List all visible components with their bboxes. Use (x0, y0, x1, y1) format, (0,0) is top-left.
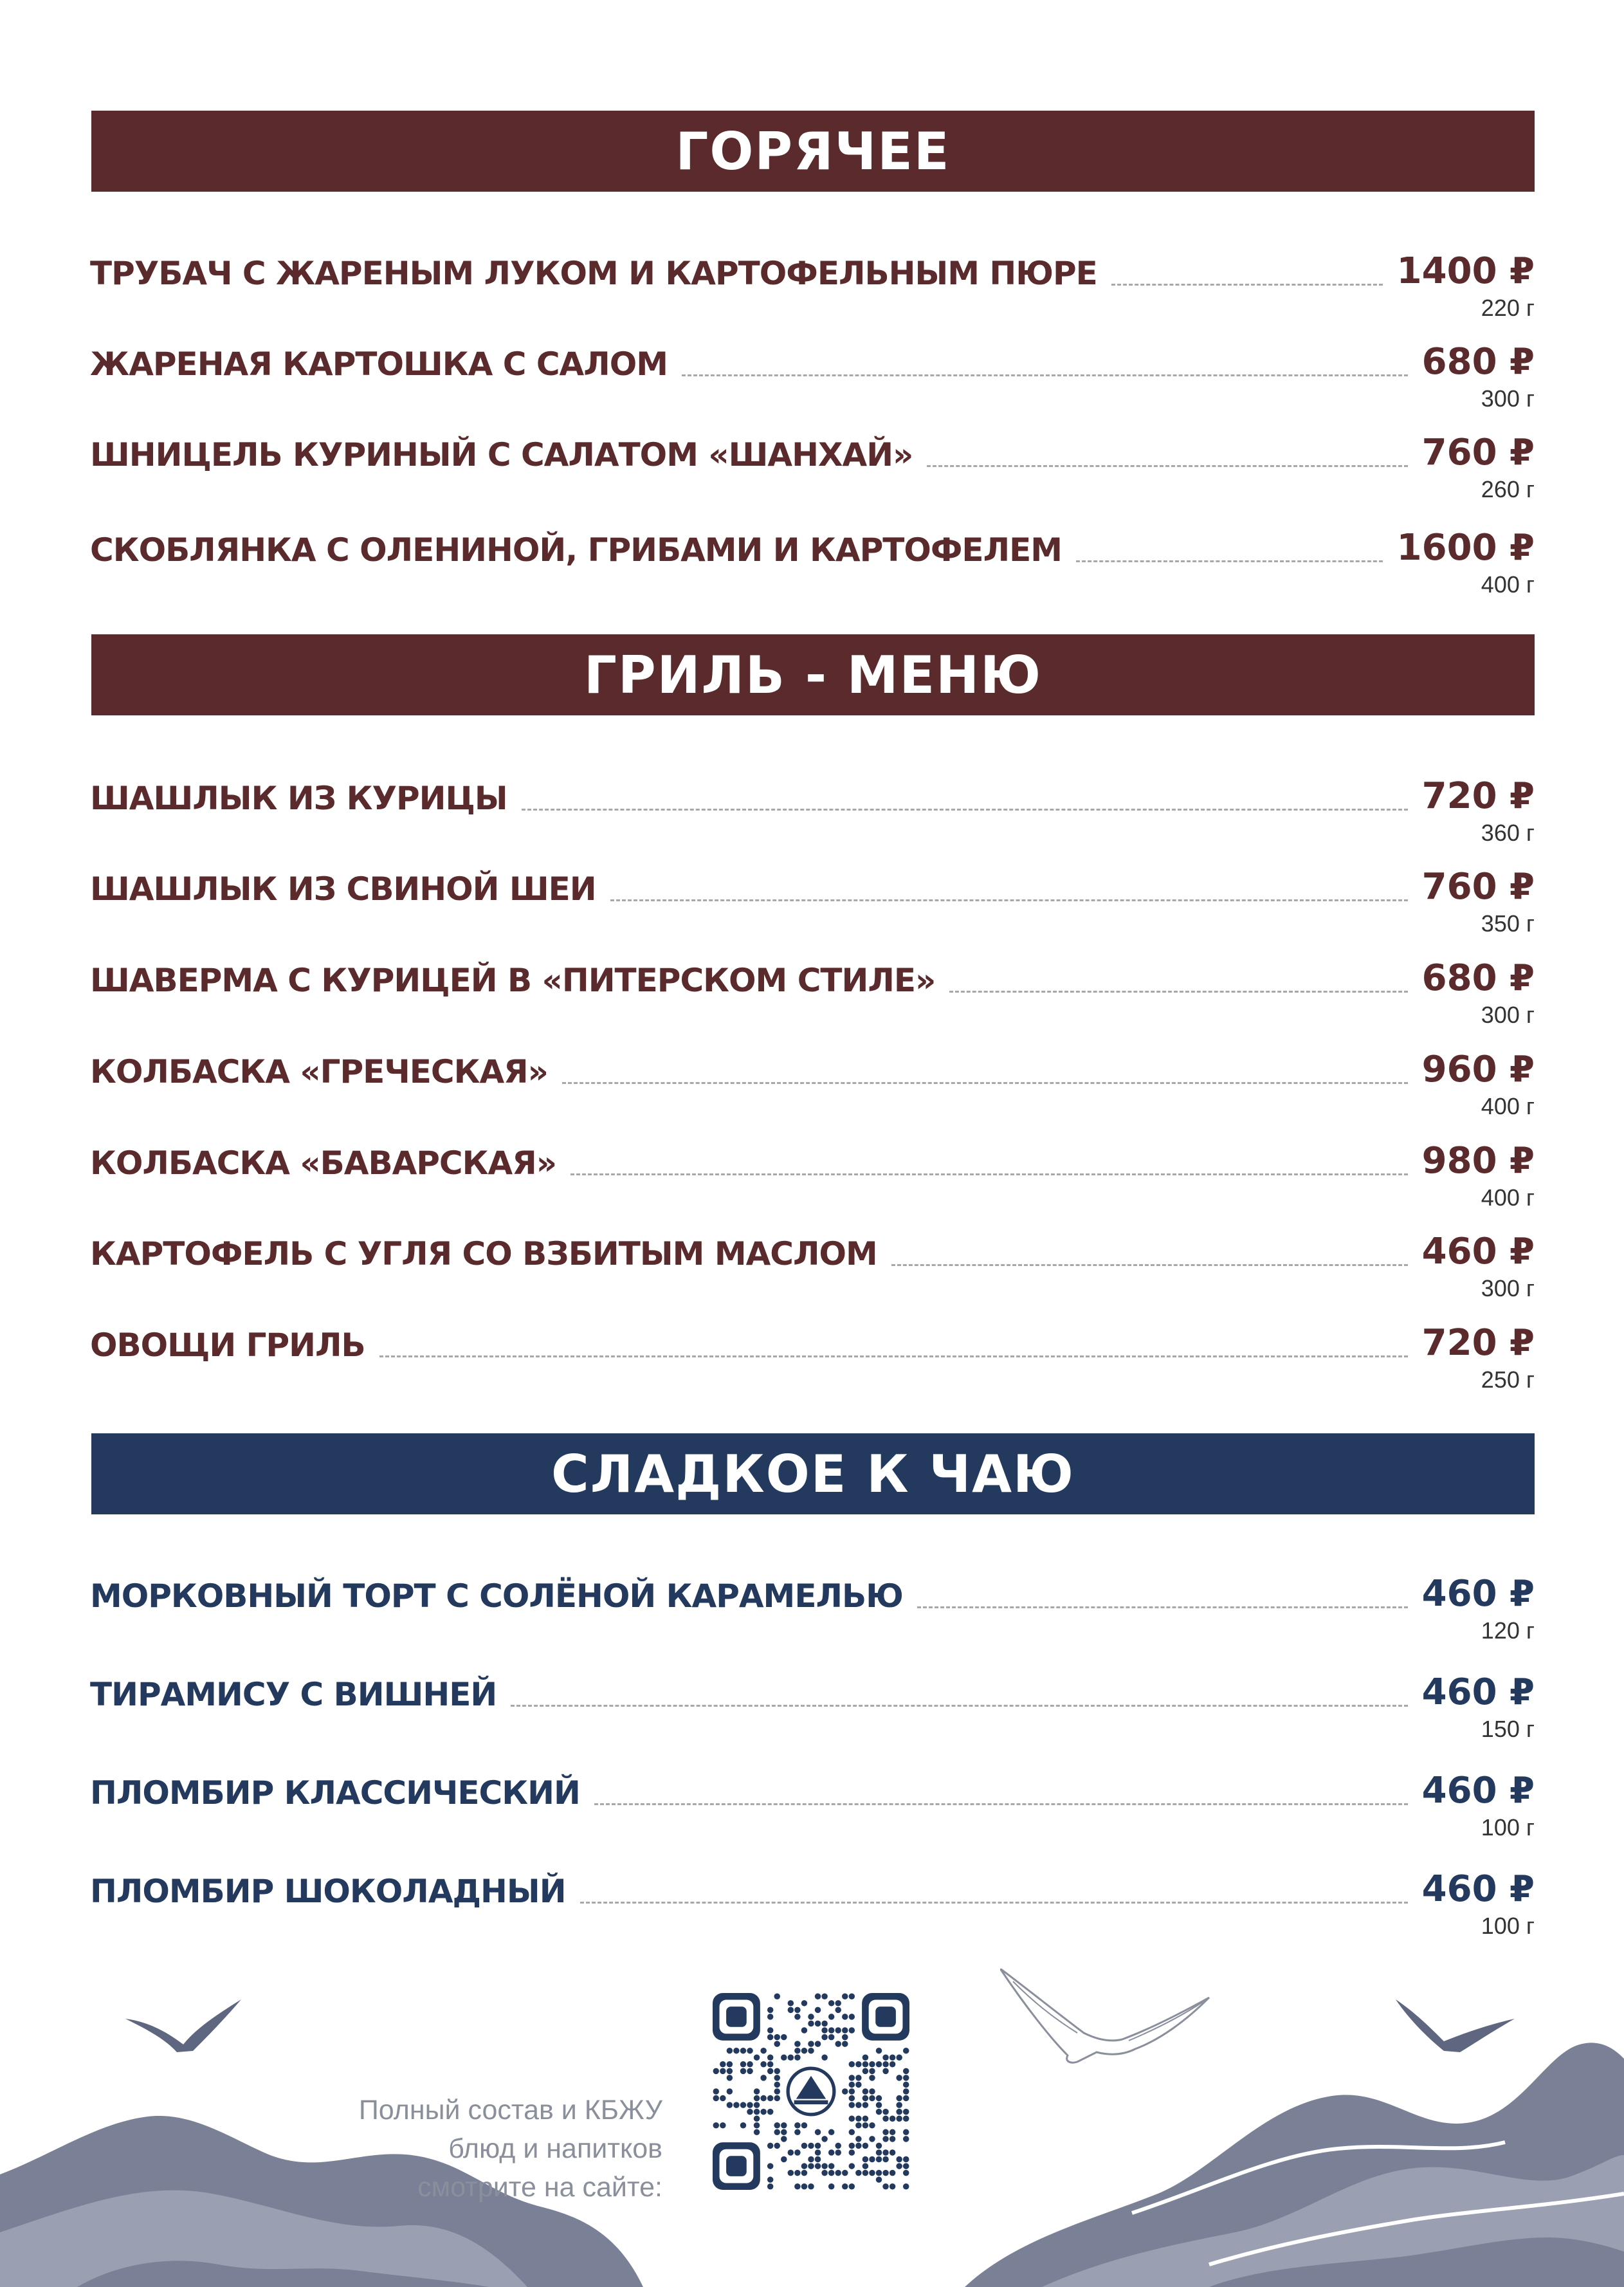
item-name: ТРУБАЧ С ЖАРЕНЫМ ЛУКОМ И КАРТОФЕЛЬНЫМ ПЮРЕ (90, 255, 1097, 292)
section-header-desserts: СЛАДКОЕ К ЧАЮ (91, 1433, 1535, 1514)
item-name: КОЛБАСКА «БАВАРСКАЯ» (90, 1144, 556, 1182)
item-weight: 150 г (1481, 1716, 1535, 1742)
item-price: 460 ₽ (1421, 1573, 1535, 1615)
item-weight: 300 г (1481, 1002, 1535, 1028)
item-weight: 350 г (1481, 910, 1535, 937)
item-name: КОЛБАСКА «ГРЕЧЕСКАЯ» (90, 1053, 548, 1090)
seagull-icon (1000, 1969, 1212, 2065)
item-name: ОВОЩИ ГРИЛЬ (90, 1327, 365, 1364)
dotted-leader (562, 1081, 1408, 1084)
item-weight: 400 г (1481, 571, 1535, 598)
item-weight: 120 г (1481, 1617, 1535, 1644)
dotted-leader (594, 1803, 1408, 1805)
item-price: 720 ₽ (1421, 775, 1535, 817)
item-name: ШАШЛЫК ИЗ СВИНОЙ ШЕИ (90, 870, 596, 908)
item-price: 460 ₽ (1421, 1868, 1535, 1910)
footer-info (277, 2091, 662, 2207)
item-name: ШНИЦЕЛЬ КУРИНЫЙ С САЛАТОМ «ШАНХАЙ» (90, 436, 913, 473)
qr-code-icon[interactable] (713, 1993, 909, 2190)
item-name: ПЛОМБИР КЛАССИЧЕСКИЙ (90, 1774, 580, 1812)
item-weight: 100 г (1481, 1913, 1535, 1939)
menu-item (90, 1767, 1535, 1844)
menu-item (90, 524, 1535, 601)
menu-item (90, 1668, 1535, 1745)
item-name: ТИРАМИСУ С ВИШНЕЙ (90, 1676, 497, 1713)
item-name: ШАШЛЫК ИЗ КУРИЦЫ (90, 780, 507, 817)
item-price: 460 ₽ (1421, 1231, 1535, 1272)
menu-item (90, 247, 1535, 324)
item-name: ШАВЕРМА С КУРИЦЕЙ В «ПИТЕРСКОМ СТИЛЕ» (90, 962, 936, 999)
item-weight: 260 г (1481, 476, 1535, 502)
item-weight: 360 г (1481, 820, 1535, 846)
dotted-leader (522, 808, 1408, 811)
item-price: 460 ₽ (1421, 1671, 1535, 1713)
item-price: 680 ₽ (1421, 341, 1535, 383)
menu-item (90, 1570, 1535, 1647)
dotted-leader (891, 1263, 1408, 1266)
dotted-leader (1076, 560, 1383, 562)
section-header-grill: ГРИЛЬ - МЕНЮ (91, 634, 1535, 715)
menu-item (90, 1865, 1535, 1942)
item-name: СКОБЛЯНКА С ОЛЕНИНОЙ, ГРИБАМИ И КАРТОФЕЛЕМ (90, 531, 1063, 569)
dotted-leader (511, 1704, 1407, 1707)
item-price: 460 ₽ (1421, 1770, 1535, 1812)
item-weight: 100 г (1481, 1814, 1535, 1841)
dotted-leader (610, 899, 1408, 901)
dotted-leader (927, 464, 1407, 467)
dotted-leader (949, 990, 1407, 993)
item-name: КАРТОФЕЛЬ С УГЛЯ СО ВЗБИТЫМ МАСЛОМ (90, 1235, 877, 1272)
section-header-hot: ГОРЯЧЕЕ (91, 111, 1535, 192)
item-name: ПЛОМБИР ШОКОЛАДНЫЙ (90, 1873, 566, 1910)
item-price: 960 ₽ (1421, 1049, 1535, 1090)
item-weight: 220 г (1481, 295, 1535, 321)
dotted-leader (379, 1355, 1408, 1357)
menu-item (90, 1319, 1535, 1396)
dotted-leader (682, 374, 1408, 376)
item-price: 1400 ₽ (1396, 250, 1535, 292)
item-price: 720 ₽ (1421, 1322, 1535, 1364)
item-price: 760 ₽ (1421, 432, 1535, 473)
footer-info-line: блюд и напитков (448, 2133, 662, 2164)
item-price: 760 ₽ (1421, 866, 1535, 908)
menu-item (90, 1137, 1535, 1214)
menu-item (90, 428, 1535, 506)
item-name: МОРКОВНЫЙ ТОРТ С СОЛЁНОЙ КАРАМЕЛЬЮ (90, 1577, 903, 1615)
dotted-leader (917, 1606, 1408, 1608)
menu-item (90, 1227, 1535, 1305)
footer-info-line: Полный состав и КБЖУ (358, 2095, 662, 2126)
item-price: 1600 ₽ (1396, 527, 1535, 569)
item-weight: 400 г (1481, 1184, 1535, 1211)
item-weight: 300 г (1481, 385, 1535, 412)
item-weight: 250 г (1481, 1366, 1535, 1393)
item-name: ЖАРЕНАЯ КАРТОШКА С САЛОМ (90, 345, 668, 383)
item-price: 980 ₽ (1421, 1140, 1535, 1182)
item-weight: 300 г (1481, 1275, 1535, 1301)
item-price: 680 ₽ (1421, 957, 1535, 999)
seagull-icon (125, 1999, 244, 2053)
dotted-leader (570, 1173, 1408, 1175)
dotted-leader (580, 1901, 1408, 1904)
footer-info-line: смотрите на сайте: (417, 2172, 662, 2203)
menu-item (90, 1045, 1535, 1123)
menu-item (90, 863, 1535, 940)
menu-item (90, 338, 1535, 415)
menu-item (90, 772, 1535, 849)
dotted-leader (1111, 283, 1383, 286)
item-weight: 400 г (1481, 1093, 1535, 1119)
seagull-icon (1396, 1999, 1515, 2053)
menu-item (90, 954, 1535, 1031)
